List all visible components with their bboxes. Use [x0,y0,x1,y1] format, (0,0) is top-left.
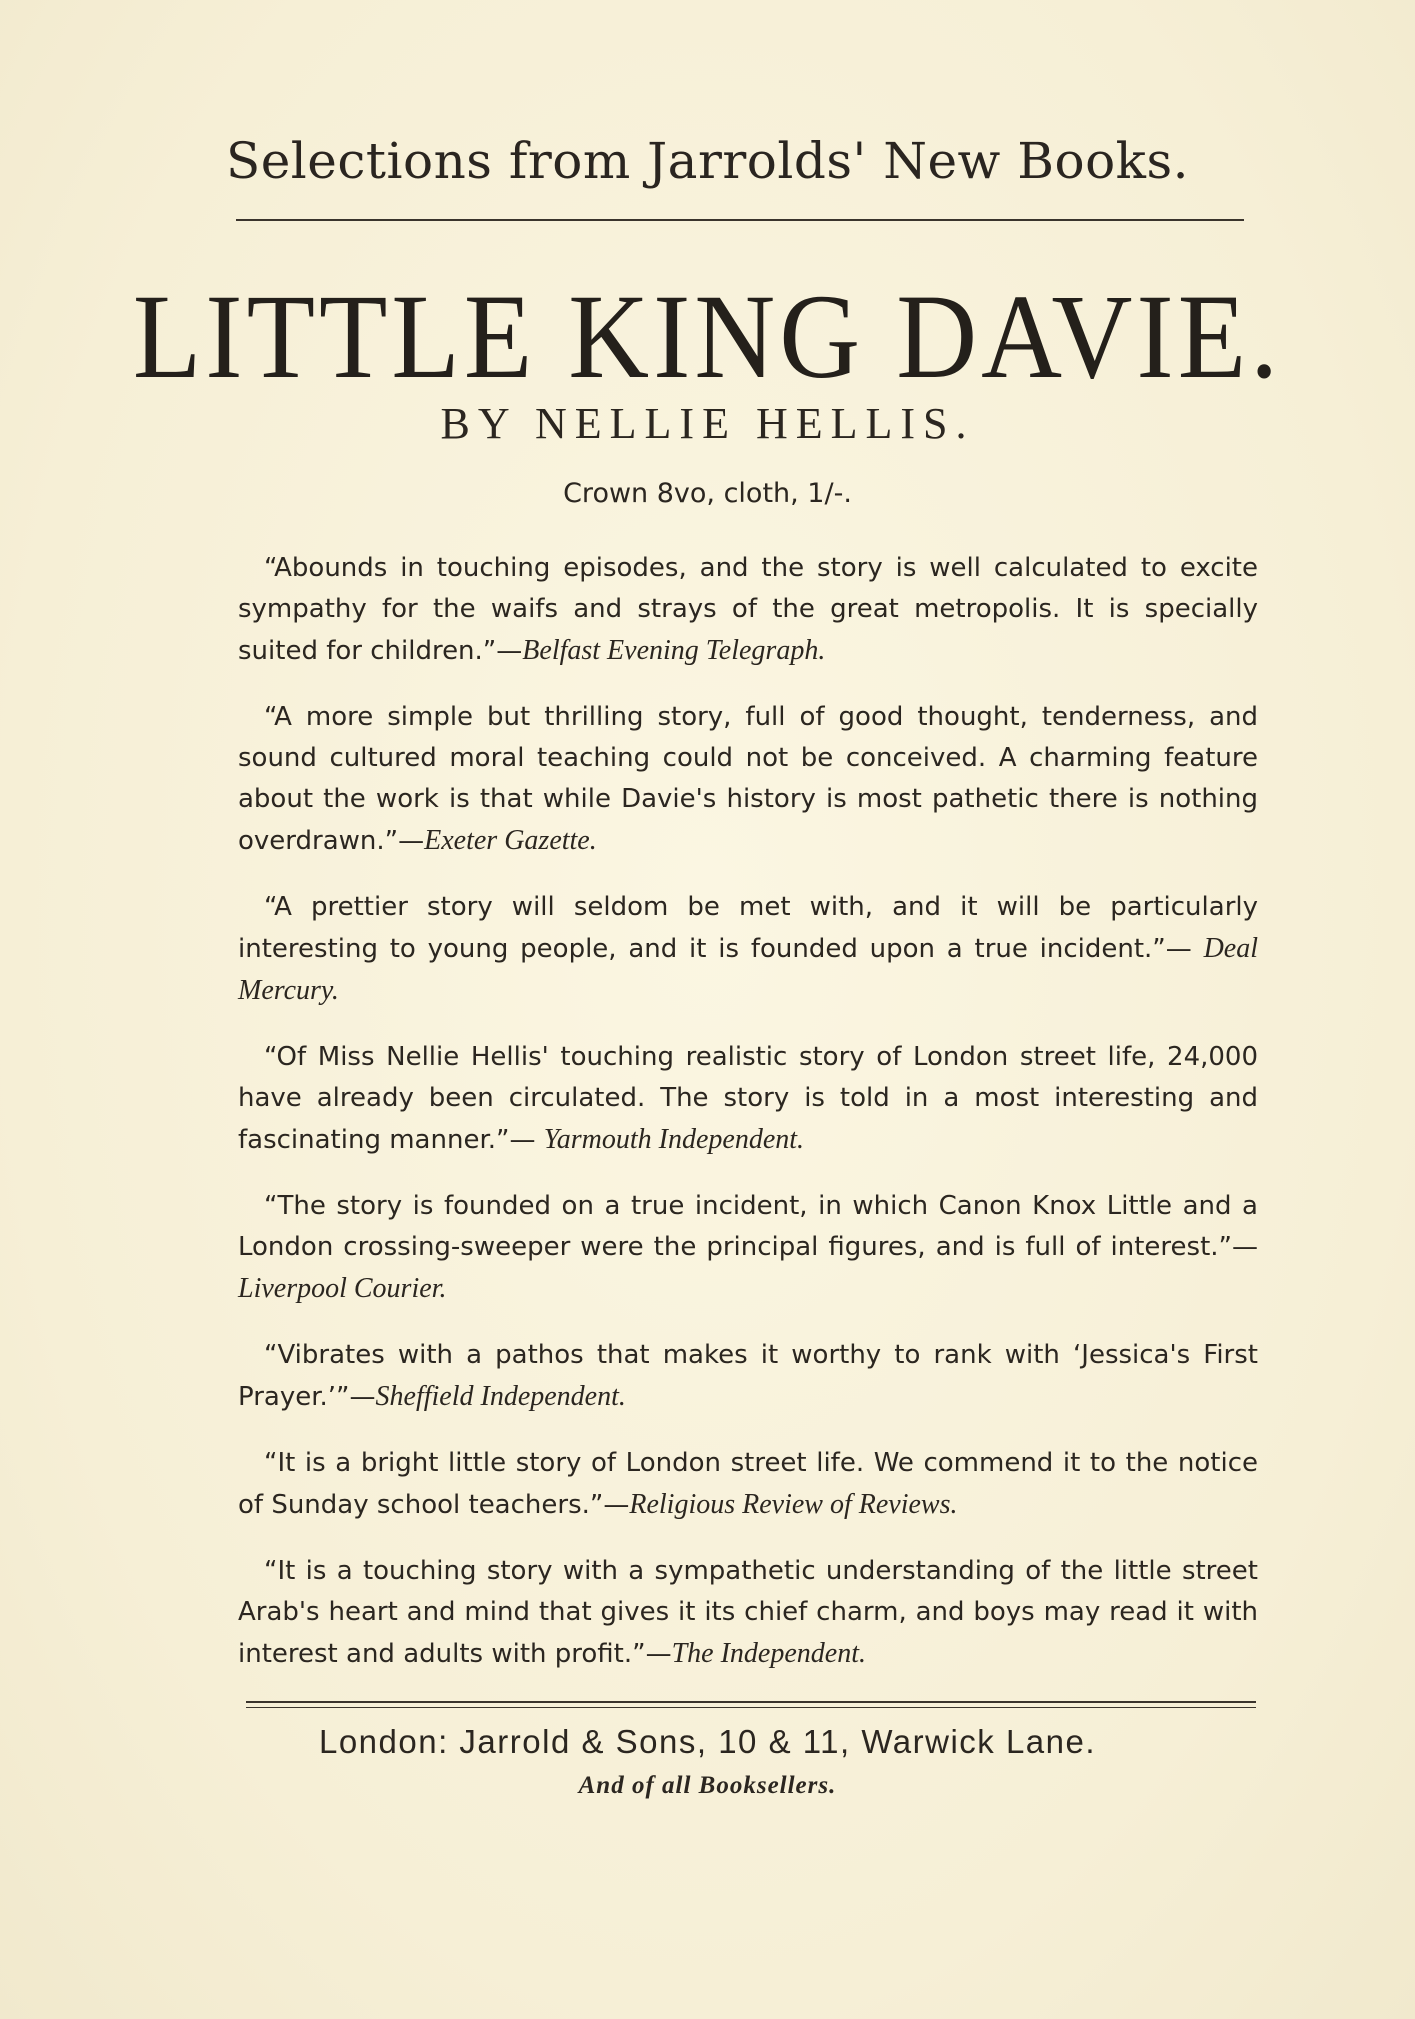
header-rule [236,219,1244,221]
book-title: LITTLE KING DAVIE. [132,270,1283,405]
review-quote [238,1551,1258,1675]
header-title: Selections from Jarrolds' New Books. [225,132,1190,190]
review-text: “It is a touching story with a sympathetic understanding of the little street Arab's heart and mind that gives it its chief charm, and boys may read it with interest and adults with profit.”— [238,1556,1258,1669]
review-source: Liverpool Courier. [238,1273,447,1304]
review-source: Deal Mercury. [238,933,1258,1006]
review-text: “The story is founded on a true incident, in which Canon Knox Little and a London crossing-sweeper were the principal figures, and is full of interest.”— [238,1191,1258,1262]
review-quote [238,1443,1258,1526]
booksellers-note: And of all Booksellers. [578,1772,837,1799]
review-source: Yarmouth Independent. [543,1124,805,1155]
book-author: BY NELLIE HELLIS. [440,399,975,448]
book-format: Crown 8vo, cloth, 1/-. [563,478,852,509]
publisher-imprint: London: Jarrold & Sons, 10 & 11, Warwick Lane. [318,1723,1097,1760]
review-text: “Abounds in touching episodes, and the story is well calculated to excite sympathy for the waifs and strays of the great metropolis. It is specially suited for children.”— [238,553,1258,666]
review-quote [238,548,1258,672]
review-quote [238,1037,1258,1161]
footer-rule-thin [246,1707,1256,1708]
review-source: Religious Review of Reviews. [629,1489,958,1520]
review-text: “A more simple but thrilling story, full of good thought, tenderness, and sound cultured moral teaching could not be conceived. A charming feature about the work is that while Davie's history is most pathetic there is nothing overdrawn.”— [238,702,1258,856]
review-source: The Independent. [671,1638,866,1669]
review-quote [238,1186,1258,1310]
reviews-list [238,548,1258,1700]
review-text: “Vibrates with a pathos that makes it worthy to rank with ‘Jessica's First Prayer.’”— [238,1340,1258,1412]
review-source: Belfast Evening Telegraph. [522,635,826,666]
review-source: Sheffield Independent. [375,1381,626,1412]
review-quote [238,887,1258,1012]
review-quote [238,1335,1258,1418]
review-text: “It is a bright little story of London street life. We commend it to the notice of Sunday school teachers.”— [238,1448,1258,1520]
review-text: “Of Miss Nellie Hellis' touching realistic story of London street life, 24,000 have already been circulated. The story is told in a most interesting and fascinating manner.”— [238,1042,1258,1155]
review-source: Exeter Gazette. [424,825,597,856]
footer-rule [246,1701,1256,1703]
review-text: “A prettier story will seldom be met with, and it will be particularly interesting to young people, and it is founded upon a true incident.”— [238,892,1258,964]
review-quote [238,697,1258,862]
